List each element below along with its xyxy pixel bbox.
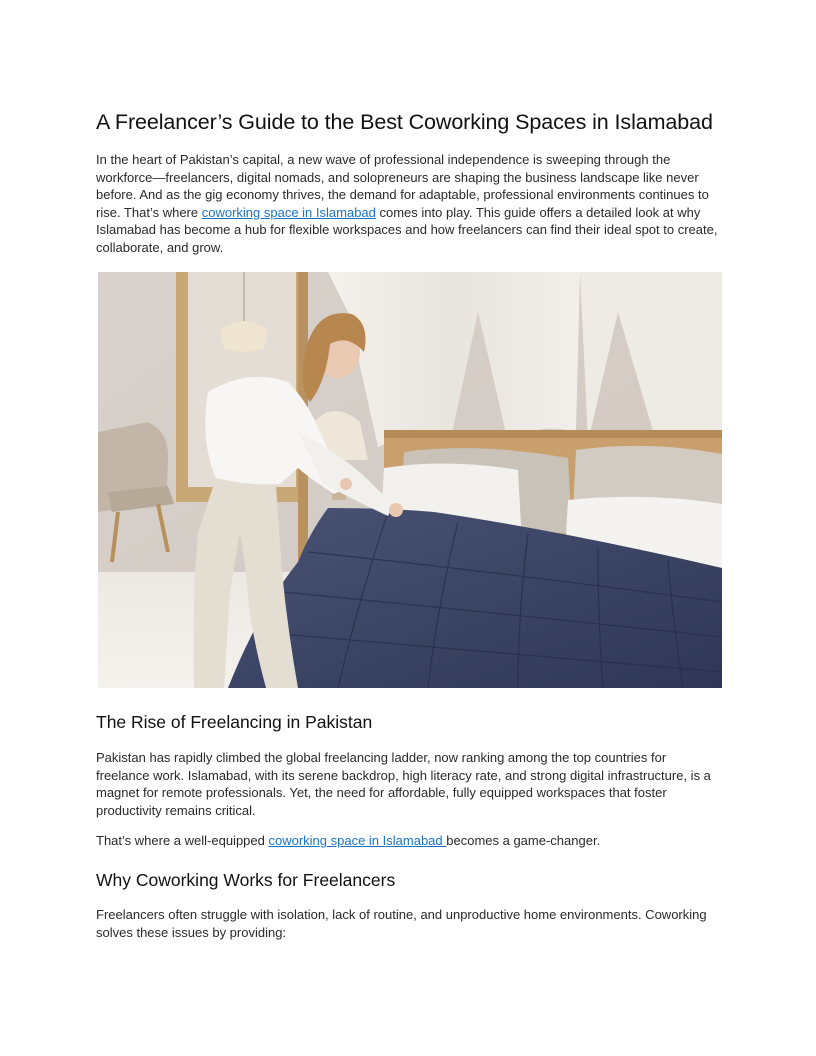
- section-heading-rise: The Rise of Freelancing in Pakistan: [96, 712, 373, 732]
- section-rise-of-freelancing: [96, 710, 722, 850]
- coworking-link-section[interactable]: coworking space in Islamabad: [268, 833, 447, 849]
- section-rise-paragraph: Pakistan has rapidly climbed the global freelancing ladder, now ranking among the top countries for freelance work. Islamabad, with its serene backdrop, high literacy rate, and strong digital infrastructure, is a magnet for remote professionals. Yet, the need for affordable, fully equipped workspaces that foster productivity remains critical.: [96, 750, 711, 818]
- cta-text-before: That’s where a well-equipped: [96, 833, 269, 849]
- coworking-link-intro[interactable]: coworking space in Islamabad: [201, 204, 376, 220]
- intro-text-after: comes into play. This guide offers a detailed look at why Islamabad has become a hub for flexible workspaces and how freelancers can find their ideal spot to create, collaborate, and grow.: [96, 204, 718, 255]
- section-rise-cta-line: [96, 832, 722, 850]
- intro-text-before: In the heart of Pakistan’s capital, a new wave of professional independence is sweeping through the workforce—freelancers, digital nomads, and solopreneurs are shaping the business landscape like never before. And as the gig economy thrives, the demand for adaptable, professional environments continues to rise. That’s where: [96, 152, 709, 220]
- intro-paragraph: [96, 151, 722, 257]
- intro-block: [96, 106, 722, 257]
- section-why-coworking: [96, 868, 722, 941]
- page-title: A Freelancer’s Guide to the Best Coworking Spaces in Islamabad: [96, 110, 713, 134]
- section-why-paragraph: Freelancers often struggle with isolation, lack of routine, and unproductive home environments. Coworking solves these issues by providing:: [96, 907, 707, 940]
- section-heading-why: Why Coworking Works for Freelancers: [96, 870, 396, 890]
- bedroom-photo-icon: [98, 272, 722, 688]
- article-photo: [98, 272, 722, 688]
- cta-text-after: becomes a game-changer.: [446, 833, 601, 849]
